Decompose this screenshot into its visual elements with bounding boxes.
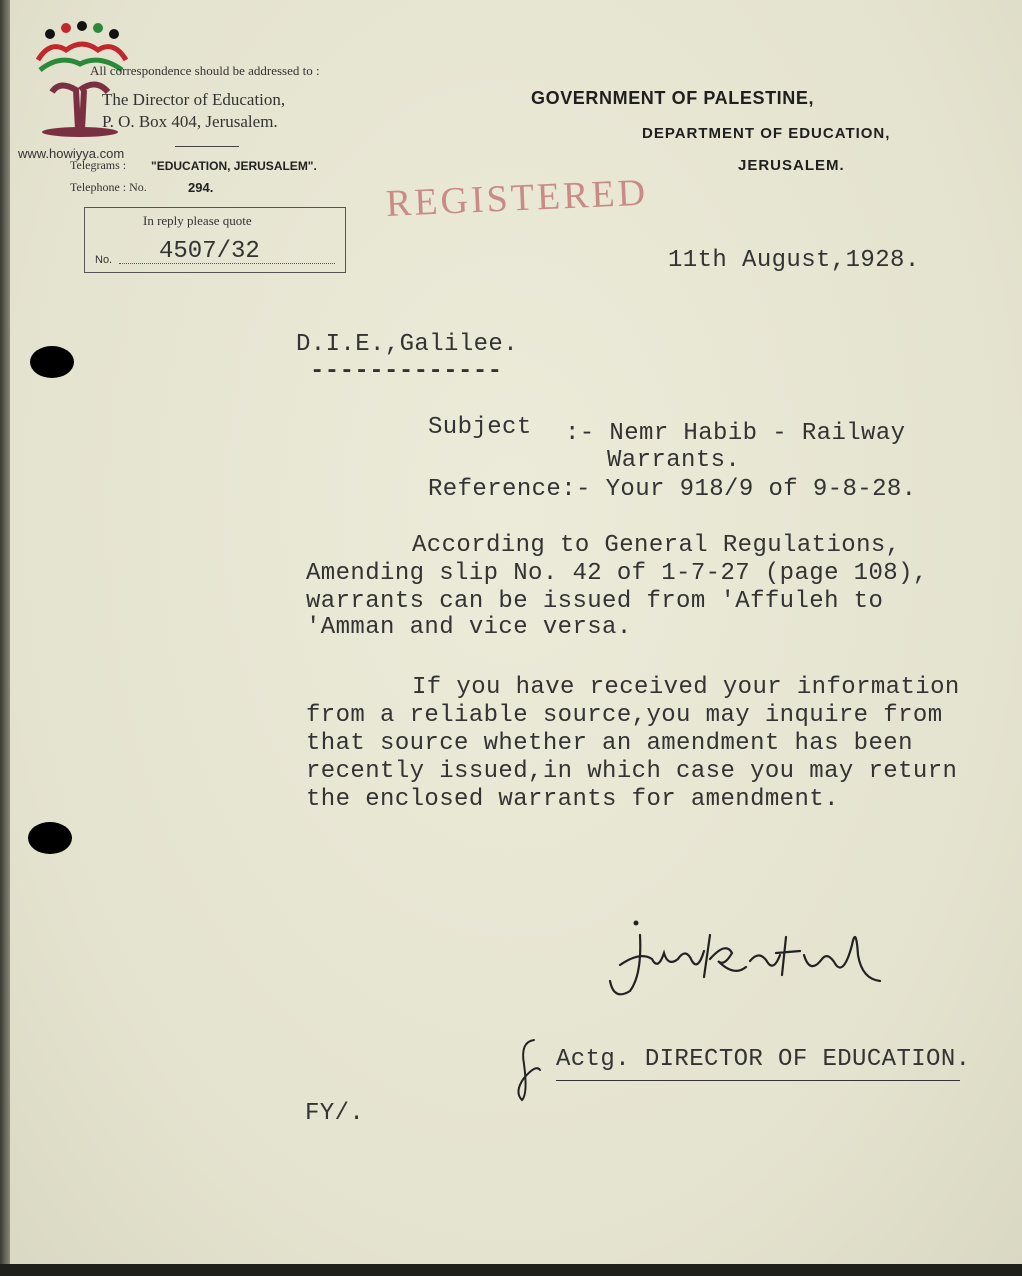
per-procuration-mark	[510, 1034, 546, 1104]
city-heading: JERUSALEM.	[738, 157, 845, 174]
reference-line: Reference:- Your 918/9 of 9-8-28.	[428, 476, 917, 503]
scan-edge-bottom	[0, 1264, 1022, 1276]
government-heading: GOVERNMENT OF PALESTINE,	[531, 88, 815, 108]
paragraph-1-line-3: warrants can be issued from 'Affuleh to	[306, 588, 884, 615]
telegrams-label: Telegrams :	[70, 158, 127, 172]
signatory-title: Actg. DIRECTOR OF EDUCATION.	[556, 1046, 971, 1073]
punch-hole-bottom	[28, 822, 72, 854]
letter-date: 11th August,1928.	[668, 247, 920, 274]
reply-no-label: No.	[95, 254, 113, 266]
paragraph-2-line-1: If you have received your information	[412, 674, 960, 701]
paragraph-1-line-1: According to General Regulations,	[412, 532, 901, 559]
subject-label: Subject	[428, 414, 532, 441]
paragraph-1-line-2: Amending slip No. 42 of 1-7-27 (page 108),	[306, 560, 928, 587]
paragraph-2-line-3: that source whether an amendment has been	[306, 730, 913, 757]
paragraph-2-line-5: the enclosed warrants for amendment.	[306, 786, 839, 813]
telephone-value: 294.	[188, 180, 214, 195]
typist-initials: FY/.	[305, 1100, 365, 1127]
registered-stamp: REGISTERED	[385, 171, 649, 225]
reply-reference-number: 4507/32	[159, 238, 260, 265]
department-heading: DEPARTMENT OF EDUCATION,	[642, 125, 891, 142]
address-intro: All correspondence should be addressed to :	[90, 63, 320, 78]
reply-quote-box	[84, 207, 346, 273]
signatory-title-underline	[556, 1080, 960, 1081]
subject-line-1: :- Nemr Habib - Railway	[565, 420, 906, 447]
paragraph-1-line-4: 'Amman and vice versa.	[306, 614, 632, 641]
address-rule	[175, 146, 239, 147]
paragraph-2-line-4: recently issued,in which case you may return	[306, 758, 958, 785]
scan-edge-left	[0, 0, 10, 1276]
address-line-1: The Director of Education,	[102, 90, 286, 109]
paragraph-2-line-2: from a reliable source,you may inquire from	[306, 702, 943, 729]
watermark-url[interactable]: www.howiyya.com	[18, 146, 125, 161]
addressee-underline: -------------	[310, 358, 503, 385]
addressee: D.I.E.,Galilee.	[296, 331, 519, 358]
telegrams-value: "EDUCATION, JERUSALEM".	[151, 159, 317, 173]
handwritten-signature	[600, 915, 920, 1005]
telephone-label: Telephone : No.	[70, 180, 147, 194]
punch-hole-top	[30, 346, 74, 378]
reply-quote-label: In reply please quote	[143, 213, 252, 228]
address-line-2: P. O. Box 404, Jerusalem.	[102, 112, 278, 131]
subject-line-2: Warrants.	[607, 447, 741, 474]
